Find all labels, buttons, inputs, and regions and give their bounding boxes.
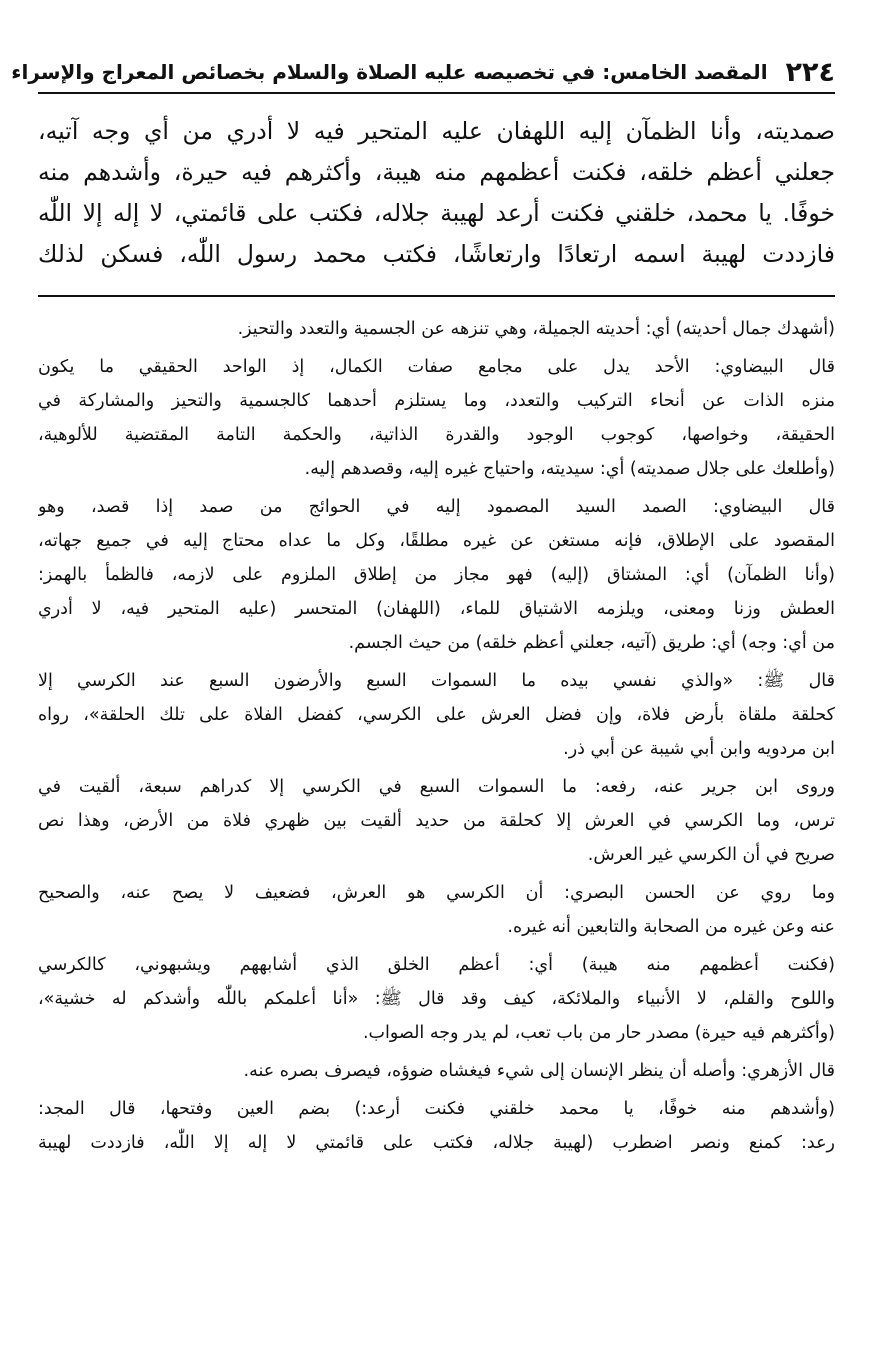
commentary-paragraph [38,664,835,766]
commentary-paragraph [38,770,835,872]
commentary-paragraph [38,350,835,486]
main-text-line: جعلني أعظم خلقه، فكنت أعظمهم منه هيبة، وأكثرهم فيه حيرة، وأشدهم منه [38,158,835,186]
commentary-line: كحلقة ملقاة بأرض فلاة، وإن فضل العرش على الكرسي، كفضل الفلاة على تلك الحلقة»، رواه [38,705,835,725]
commentary-line: قال ﷺ: «والذي نفسي بيده ما السموات السبع والأرضون السبع عند الكرسي إلا [38,671,835,691]
running-head: المقصد الخامس: في تخصيصه عليه الصلاة والسلام بخصائص المعراج والإسراء [11,60,768,84]
commentary-paragraph [38,876,835,944]
commentary-line: العطش وزنا ومعنى، ويلزمه الاشتياق للماء، (اللهفان) المتحسر (عليه المتحير فيه، لا أدري [38,599,835,619]
separator-rule [38,295,835,297]
commentary-line: (وأطلعك على جلال صمديته) أي: سيديته، واحتياج غيره إليه، وقصدهم إليه. [304,459,835,479]
page-number: ٢٢٤ [785,56,835,88]
commentary-line: وروى ابن جرير عنه، رفعه: ما السموات السبع في الكرسي إلا كدراهم سبعة، ألقيت في [38,777,835,797]
commentary-line: منزه الذات عن أنحاء التركيب والتعدد، وما يستلزم أحدهما كالجسمية والتحيز والمشاركة في [38,391,835,411]
commentary-line: (أشهدك جمال أحديته) أي: أحديته الجميلة، وهي تنزهه عن الجسمية والتعدد والتحيز. [237,319,835,339]
commentary-paragraph [38,490,835,660]
commentary-paragraph [38,1054,835,1088]
commentary-line: الحقيقة، وخواصها، كوجوب الوجود والقدرة الذاتية، والحكمة التامة المقتضية للألوهية، [38,425,835,445]
commentary-line: (وأكثرهم فيه حيرة) مصدر حار من باب تعب، لم يدر وجه الصواب. [362,1023,835,1043]
commentary-line: المقصود على الإطلاق، فإنه مستغن عن غيره مطلقًا، وكل ما عداه محتاج إليه في جميع جهاته، [38,531,835,551]
main-text-line: فازددت لهيبة اسمه ارتعادًا وارتعاشًا، فكتب محمد رسول اللّٰه، فسكن لذلك [38,240,835,268]
commentary-line: (وأنا الظمآن) أي: المشتاق (إليه) فهو مجاز من إطلاق الملزوم على لازمه، فالظمأ بالهمز: [38,565,835,585]
commentary-line: عنه وعن غيره من الصحابة والتابعين أنه غيره. [507,917,835,937]
main-text-line: خوفًا. يا محمد، خلقني فكنت أرعد لهيبة جلاله، فكتب على قائمتي، لا إله إلا اللّٰه [38,199,835,227]
commentary-line: (فكنت أعظمهم منه هيبة) أي: أعظم الخلق الذي أشابههم ويشبهوني، كالكرسي [38,955,835,975]
main-text [38,114,835,278]
commentary-line: وما روي عن الحسن البصري: أن الكرسي هو العرش، فضعيف لا يصح عنه، والصحيح [38,883,835,903]
commentary-line: ترس، وما الكرسي في العرش إلا كحلقة من حديد ألقيت بين ظهري فلاة من الأرض، وهذا نص [38,811,835,831]
commentary [38,312,835,1160]
commentary-line: (وأشدهم منه خوفًا، يا محمد خلقني فكنت أرعد:) بضم العين وفتحها، قال المجد: [38,1099,835,1119]
page-header [11,52,835,94]
commentary-line: قال الأزهري: وأصله أن ينظر الإنسان إلى شيء فيغشاه ضوؤه، فيصرف بصره عنه. [243,1061,835,1081]
main-text-line: صمديته، وأنا الظمآن إليه اللهفان عليه المتحير فيه لا أدري من أي وجه آتيه، [38,117,835,145]
commentary-line: قال البيضاوي: الأحد يدل على مجامع صفات الكمال، إذ الواحد الحقيقي ما يكون [38,357,835,377]
commentary-paragraph [38,948,835,1050]
commentary-line: رعد: كمنع ونصر اضطرب (لهيبة جلاله، فكتب على قائمتي لا إله إلا اللّٰه، فازددت لهيبة [38,1133,835,1153]
commentary-line: واللوح والقلم، لا الأنبياء والملائكة، كيف وقد قال ﷺ: «أنا أعلمكم باللّٰه وأشدكم له خشية»، [38,989,835,1009]
commentary-line: قال البيضاوي: الصمد السيد المصمود إليه في الحوائج من صمد إذا قصد، وهو [38,497,835,517]
commentary-paragraph [38,1092,835,1160]
commentary-paragraph [38,312,835,346]
commentary-line: صريح في أن الكرسي غير العرش. [587,845,835,865]
commentary-line: ابن مردويه وابن أبي شيبة عن أبي ذر. [563,739,835,759]
commentary-line: من أي: وجه) أي: طريق (آتيه، جعلني أعظم خلقه) من حيث الجسم. [348,633,835,653]
